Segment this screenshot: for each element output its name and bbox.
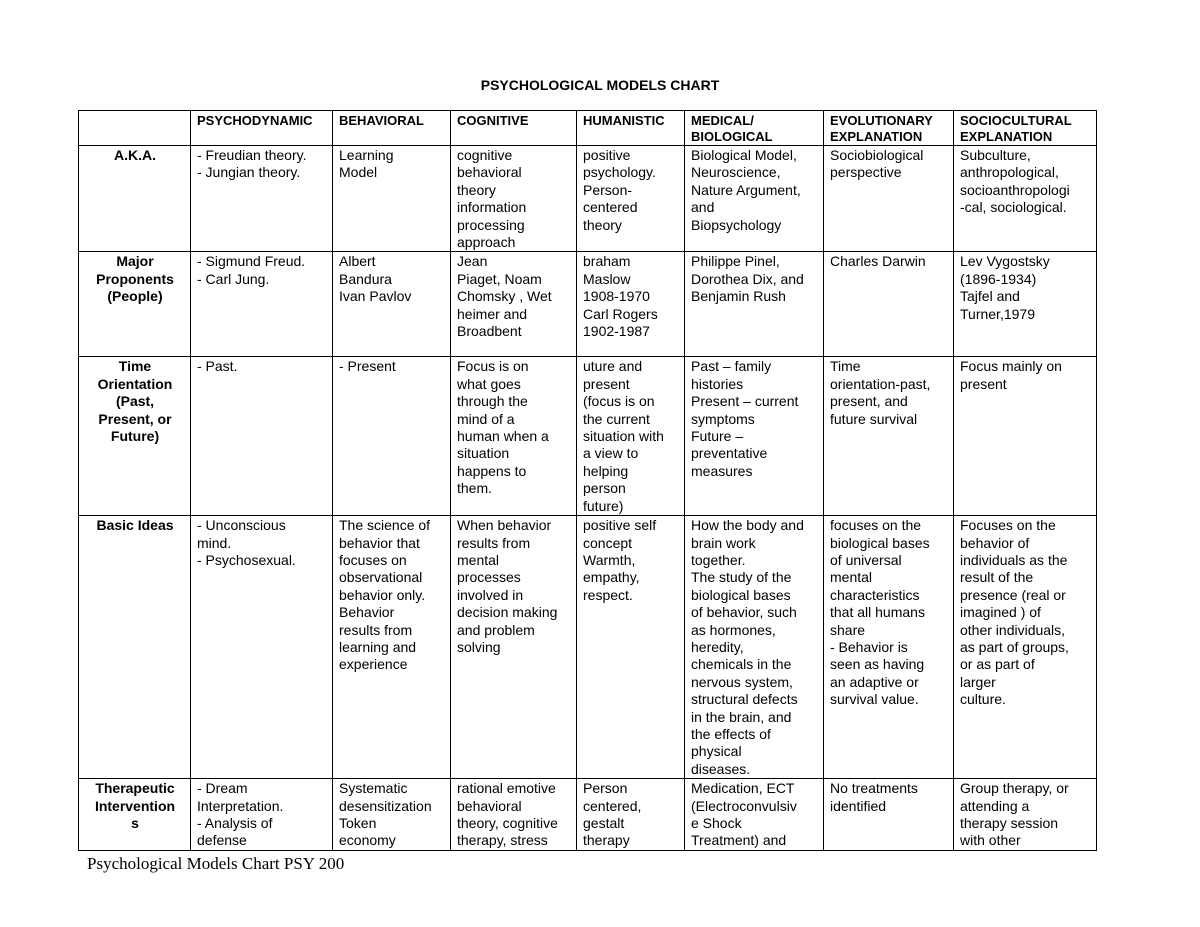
table-cell: When behavior results from mental processes involved in decision making and problem solving bbox=[451, 516, 577, 779]
row-label: Therapeutic Intervention s bbox=[79, 779, 191, 851]
table-cell: Focus mainly on present bbox=[954, 357, 1097, 516]
cell-clip: Medication, ECT (Electroconvulsiv e Shock Treatment) and bbox=[691, 780, 797, 849]
table-cell: - Sigmund Freud. - Carl Jung. bbox=[191, 252, 333, 357]
row-label: A.K.A. bbox=[79, 146, 191, 252]
table-cell: - Present bbox=[333, 357, 451, 516]
table-cell bbox=[577, 779, 685, 851]
cell-clip: - Dream Interpretation. - Analysis of defense bbox=[197, 780, 284, 849]
table-cell: Subculture, anthropological, socioanthropologi -cal, sociological. bbox=[954, 146, 1097, 252]
header-cell-empty bbox=[79, 111, 191, 146]
header-cell-medical: MEDICAL/ BIOLOGICAL bbox=[685, 111, 824, 146]
table-cell bbox=[333, 779, 451, 851]
table-cell bbox=[824, 779, 954, 851]
psychological-models-table bbox=[78, 110, 1097, 851]
header-cell-evolutionary: EVOLUTIONARY EXPLANATION bbox=[824, 111, 954, 146]
table-row-time-orientation bbox=[79, 357, 1097, 516]
table-cell: Focus is on what goes through the mind of a human when a situation happens to them. bbox=[451, 357, 577, 516]
table-cell: positive self concept Warmth, empathy, respect. bbox=[577, 516, 685, 779]
table-cell: - Past. bbox=[191, 357, 333, 516]
cell-clip: Person centered, gestalt therapy bbox=[583, 780, 642, 849]
header-cell-behavioral: BEHAVIORAL bbox=[333, 111, 451, 146]
table-cell: Learning Model bbox=[333, 146, 451, 252]
table-cell: Sociobiological perspective bbox=[824, 146, 954, 252]
row-label: Basic Ideas bbox=[79, 516, 191, 779]
table-cell bbox=[685, 779, 824, 851]
table-cell bbox=[451, 779, 577, 851]
table-cell: cognitive behavioral theory information processing approach bbox=[451, 146, 577, 252]
table-cell: braham Maslow 1908-1970 Carl Rogers 1902-1987 bbox=[577, 252, 685, 357]
table-cell bbox=[191, 779, 333, 851]
header-cell-sociocultural: SOCIOCULTURAL EXPLANATION bbox=[954, 111, 1097, 146]
table-cell: - Unconscious mind. - Psychosexual. bbox=[191, 516, 333, 779]
table-row-therapeutic bbox=[79, 779, 1097, 851]
cell-clip: rational emotive behavioral theory, cognitive therapy, stress bbox=[457, 780, 558, 849]
cell-clip: Systematic desensitization Token economy bbox=[339, 780, 432, 849]
table-cell: Albert Bandura Ivan Pavlov bbox=[333, 252, 451, 357]
header-cell-cognitive: COGNITIVE bbox=[451, 111, 577, 146]
table-cell: Biological Model, Neuroscience, Nature Argument, and Biopsychology bbox=[685, 146, 824, 252]
table-cell: - Freudian theory. - Jungian theory. bbox=[191, 146, 333, 252]
row-label: Major Proponents (People) bbox=[79, 252, 191, 357]
table-cell: Philippe Pinel, Dorothea Dix, and Benjamin Rush bbox=[685, 252, 824, 357]
table-cell: Charles Darwin bbox=[824, 252, 954, 357]
table-row-basic-ideas bbox=[79, 516, 1097, 779]
table-cell: uture and present (focus is on the current situation with a view to helping person future) bbox=[577, 357, 685, 516]
header-cell-humanistic: HUMANISTIC bbox=[577, 111, 685, 146]
table-row-aka bbox=[79, 146, 1097, 252]
table-cell bbox=[954, 779, 1097, 851]
table-cell: Time orientation-past, present, and future survival bbox=[824, 357, 954, 516]
table-cell: Past – family histories Present – current symptoms Future – preventative measures bbox=[685, 357, 824, 516]
table-cell: focuses on the biological bases of universal mental characteristics that all humans share - Behavior is seen as having an adaptive or survival value. bbox=[824, 516, 954, 779]
table-cell: positive psychology. Person- centered theory bbox=[577, 146, 685, 252]
table-cell: Jean Piaget, Noam Chomsky , Wet heimer and Broadbent bbox=[451, 252, 577, 357]
table-cell: Focuses on the behavior of individuals as the result of the presence (real or imagined ) of other individuals, as part of groups, or as part of larger culture. bbox=[954, 516, 1097, 779]
page-footer: Psychological Models Chart PSY 200 bbox=[87, 854, 345, 873]
cell-clip: No treatments identified bbox=[830, 780, 918, 814]
table-cell: How the body and brain work together. The study of the biological bases of behavior, such as hormones, heredity, chemicals in the nervous system, structural defects in the brain, and the effects of physical diseases. bbox=[685, 516, 824, 779]
row-label: Time Orientation (Past, Present, or Future) bbox=[79, 357, 191, 516]
cell-clip: Group therapy, or attending a therapy session with other bbox=[960, 780, 1069, 849]
header-cell-psychodynamic: PSYCHODYNAMIC bbox=[191, 111, 333, 146]
header-row bbox=[79, 111, 1097, 146]
table-cell: Lev Vygostsky (1896-1934) Tajfel and Turner,1979 bbox=[954, 252, 1097, 357]
table-row-proponents bbox=[79, 252, 1097, 357]
table-cell: The science of behavior that focuses on observational behavior only. Behavior results from learning and experience bbox=[333, 516, 451, 779]
chart-title: PSYCHOLOGICAL MODELS CHART bbox=[480, 77, 720, 93]
